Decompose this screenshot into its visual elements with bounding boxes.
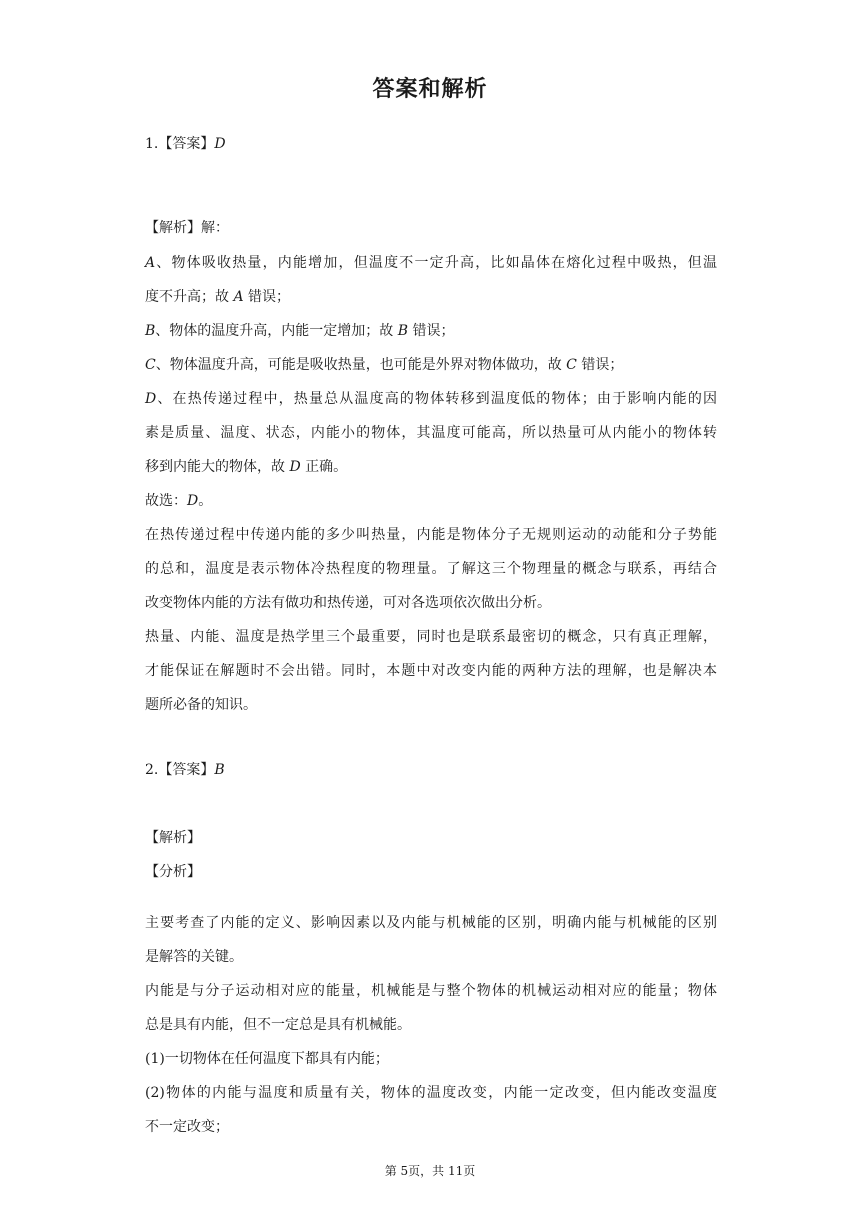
q1-para1-l2: 的总和，温度是表示物体冷热程度的物理量。了解这三个物理量的概念与联系，再结合 [145, 561, 717, 577]
option-a-verdict: 错误； [248, 289, 291, 305]
option-a-ref: A [233, 289, 244, 305]
option-c-verdict: 错误； [581, 357, 624, 373]
q2-answer-tag: 【答案】 [158, 762, 215, 778]
q2-analysis-tag: 【解析】 [145, 830, 201, 846]
q2-p3: (1)一切物体在任何温度下都具有内能； [145, 1051, 389, 1067]
q1-option-a [145, 253, 717, 273]
choice-value: D [187, 493, 199, 509]
q1-para1-l1: 在热传递过程中传递内能的多少叫热量，内能是物体分子无规则运动的动能和分子势能 [145, 527, 717, 543]
q2-p2-l2: 总是具有内能，但不一定总是具有机械能。 [145, 1017, 411, 1033]
option-c-text: 、物体温度升高，可能是吸收热量，也可能是外界对物体做功，故 [155, 357, 562, 373]
option-d-cont-text: 素是质量、温度、状态，内能小的物体，其温度可能高，所以热量可从内能小的物体转 [145, 425, 717, 441]
q1-option-d-cont1 [145, 423, 717, 443]
q1-analysis-tag: 【解析】 [145, 220, 201, 236]
option-b-label: B [145, 323, 156, 339]
q2-p4-l1: (2)物体的内能与温度和质量有关，物体的温度改变，内能一定改变，但内能改变温度 [145, 1085, 717, 1101]
option-d-label: D [145, 391, 157, 407]
option-b-verdict: 错误； [412, 323, 455, 339]
q1-number: 1. [145, 136, 159, 152]
page-title: 答案和解析 [372, 77, 488, 102]
q1-answer: D [214, 136, 226, 152]
q1-option-a-cont [145, 287, 290, 307]
option-a-cont-text: 度不升高；故 [145, 289, 229, 305]
q2-fenxi-tag: 【分析】 [145, 864, 201, 880]
q1-option-d [145, 389, 717, 409]
q1-choice-line [145, 491, 212, 511]
option-a-text: 、物体吸收热量，内能增加，但温度不一定升高，比如晶体在熔化过程中吸热，但温 [155, 255, 717, 271]
q2-p1-l2: 是解答的关键。 [145, 949, 243, 965]
q1-option-b [145, 321, 455, 341]
choice-prefix: 故选： [145, 493, 187, 509]
page-footer: 第 5页，共 11页 [384, 1164, 476, 1178]
q1-option-d-cont2 [145, 457, 347, 477]
q1-analysis-line [145, 218, 229, 238]
q1-para2-l3: 题所必备的知识。 [145, 697, 257, 713]
choice-end: 。 [198, 493, 213, 509]
q2-p4-l2: 不一定改变； [145, 1119, 229, 1135]
q1-answer-tag: 【答案】 [158, 136, 215, 152]
option-d-cont2-text: 移到内能大的物体，故 [145, 459, 285, 475]
q1-answer-line [145, 134, 226, 154]
q2-answer-line [145, 760, 225, 780]
option-a-label: A [145, 255, 156, 271]
q2-number: 2. [145, 762, 159, 778]
option-b-ref: B [397, 323, 409, 339]
q2-answer: B [214, 762, 225, 778]
option-d-text: 、在热传递过程中，热量总从温度高的物体转移到温度低的物体；由于影响内能的因 [156, 391, 717, 407]
option-d-ref: D [289, 459, 301, 475]
q2-p1-l1: 主要考查了内能的定义、影响因素以及内能与机械能的区别，明确内能与机械能的区别 [145, 915, 717, 931]
q1-para1-l3: 改变物体内能的方法有做功和热传递，可对各选项依次做出分析。 [145, 595, 551, 611]
option-c-label: C [145, 357, 156, 373]
option-d-verdict: 正确。 [305, 459, 348, 475]
q1-analysis-intro: 解： [201, 220, 229, 236]
q2-p2-l1: 内能是与分子运动相对应的能量，机械能是与整个物体的机械运动相对应的能量；物体 [145, 983, 717, 999]
q1-para2-l1: 热量、内能、温度是热学里三个最重要，同时也是联系最密切的概念，只有真正理解， [145, 629, 717, 645]
option-c-ref: C [566, 357, 577, 373]
q1-option-c [145, 355, 623, 375]
q1-para2-l2: 才能保证在解题时不会出错。同时，本题中对改变内能的两种方法的理解，也是解决本 [145, 663, 717, 679]
option-b-text: 、物体的温度升高，内能一定增加；故 [155, 323, 394, 339]
